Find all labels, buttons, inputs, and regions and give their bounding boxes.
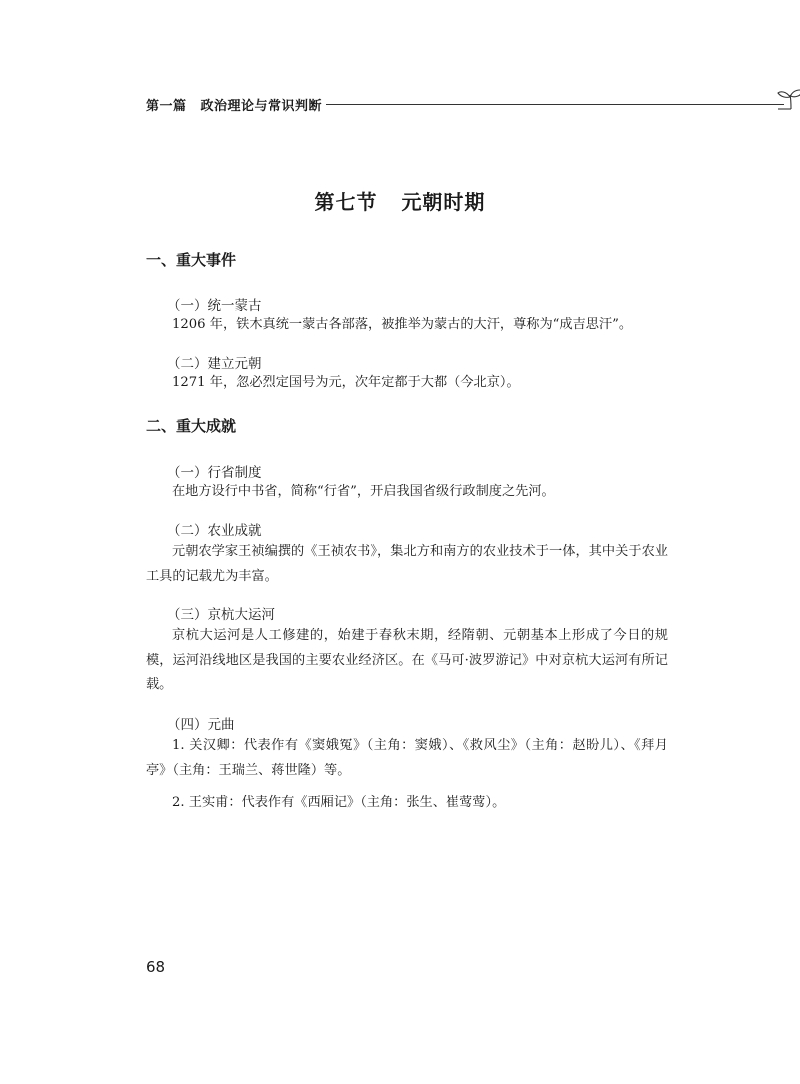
running-head-part: 第一篇 (146, 99, 187, 114)
running-head-rule (326, 104, 784, 105)
subheading-yuan-qu: （四）元曲 (167, 717, 235, 733)
paragraph-grand-canal: 京杭大运河是人工修建的，始建于春秋末期，经隋朝、元朝基本上形成了今日的规模，运河沿线地区是我国的主要农业经济区。在《马可·波罗游记》中对京杭大运河有所记载。 (146, 628, 668, 692)
paragraph-agriculture: 元朝农学家王祯编撰的《王祯农书》，集北方和南方的农业技术于一体，其中关于农业工具的记载尤为丰富。 (146, 544, 668, 584)
running-head-title: 政治理论与常识判断 (200, 99, 323, 114)
subheading-found-yuan: （二）建立元朝 (167, 356, 262, 372)
subheading-agriculture: （二）农业成就 (167, 523, 262, 539)
paragraph-guan-hanqing: 1. 关汉卿：代表作有《窦娥冤》（主角：窦娥）、《救风尘》（主角：赵盼儿）、《拜月亭》（主角：王瑞兰、蒋世隆）等。 (146, 738, 668, 778)
section-number: 第七节 (314, 190, 378, 214)
sprout-icon (776, 87, 800, 111)
paragraph-unify-mongolia: 1206 年，铁木真统一蒙古各部落，被推举为蒙古的大汗，尊称为“成吉思汗”。 (172, 317, 633, 332)
running-head (146, 93, 676, 115)
section-name: 元朝时期 (401, 190, 486, 214)
part-heading-events: 一、重大事件 (146, 251, 237, 269)
subheading-province-system: （一）行省制度 (167, 465, 262, 481)
paragraph-province-system: 在地方设行中书省，简称“行省”，开启我国省级行政制度之先河。 (172, 484, 555, 499)
page-number: 68 (146, 958, 166, 976)
subheading-unify-mongolia: （一）统一蒙古 (167, 298, 262, 314)
running-head-text (146, 95, 322, 114)
section-title (0, 186, 800, 215)
part-heading-achievements: 二、重大成就 (146, 417, 237, 435)
paragraph-found-yuan: 1271 年，忽必烈定国号为元，次年定都于大都（今北京）。 (172, 375, 520, 390)
paragraph-wang-shifu: 2. 王实甫：代表作有《西厢记》（主角：张生、崔莺莺）。 (172, 795, 506, 810)
subheading-grand-canal: （三）京杭大运河 (167, 607, 275, 623)
